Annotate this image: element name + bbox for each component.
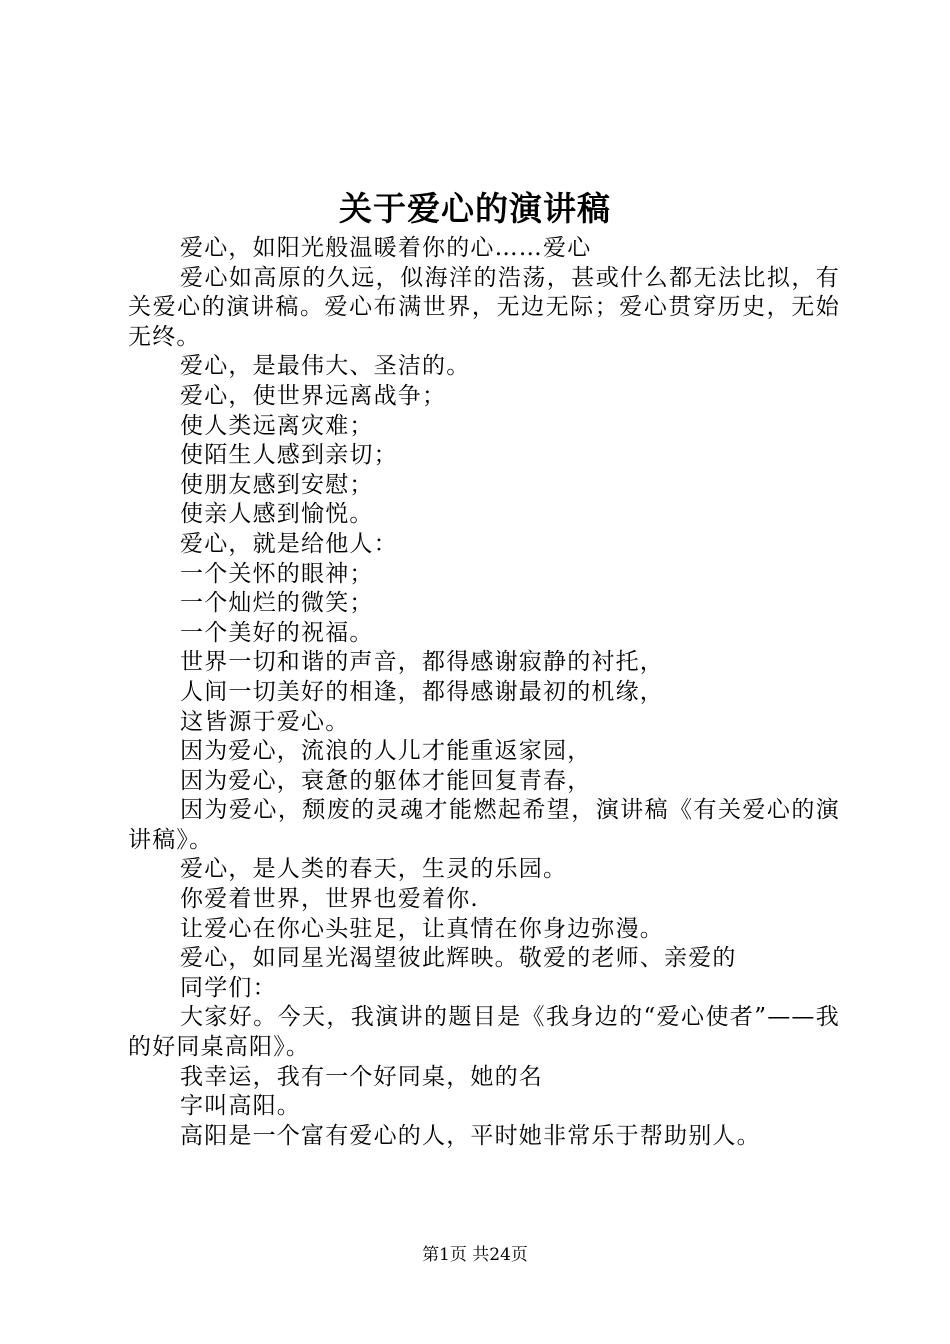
paragraph: 大家好。今天，我演讲的题目是《我身边的“爱心使者”——我的好同桌高阳》。 (128, 1004, 840, 1061)
paragraph: 一个关怀的眼神； (180, 560, 374, 587)
paragraph: 使亲人感到愉悦。 (180, 501, 374, 528)
paragraph: 你爱着世界，世界也爱着你. (180, 886, 479, 913)
paragraph: 我幸运，我有一个好同桌，她的名 (180, 1063, 543, 1090)
paragraph: 爱心，如同星光渴望彼此辉映。敬爱的老师、亲爱的 (180, 945, 737, 972)
document-title: 关于爱心的演讲稿 (339, 189, 611, 228)
paragraph: 爱心，就是给他人： (180, 530, 398, 557)
paragraph: 世界一切和谐的声音，都得感谢寂静的衬托， (180, 649, 664, 676)
document-body (128, 234, 840, 1151)
paragraph: 同学们： (180, 974, 277, 1001)
paragraph: 这皆源于爱心。 (180, 708, 350, 735)
paragraph: 让爱心在你心头驻足，让真情在你身边弥漫。 (180, 915, 664, 942)
paragraph: 字叫高阳。 (180, 1093, 301, 1120)
paragraph: 爱心，是最伟大、圣洁的。 (180, 353, 471, 380)
paragraph: 爱心，是人类的春天，生灵的乐园。 (180, 856, 568, 883)
paragraph: 爱心，如阳光般温暖着你的心……爱心 (180, 235, 592, 261)
paragraph: 因为爱心，颓废的灵魂才能燃起希望，演讲稿《有关爱心的演讲稿》。 (128, 797, 840, 853)
paragraph: 一个灿烂的微笑； (180, 590, 374, 617)
page-number-footer: 第1页 共24页 (422, 1245, 528, 1265)
paragraph: 爱心，使世界远离战争； (180, 382, 447, 409)
paragraph: 人间一切美好的相逢，都得感谢最初的机缘， (180, 678, 664, 705)
paragraph: 使人类远离灾难； (180, 412, 374, 439)
paragraph: 因为爱心，流浪的人儿才能重返家园， (180, 738, 592, 765)
paragraph: 使朋友感到安慰； (180, 471, 374, 498)
paragraph: 因为爱心，衰惫的躯体才能回复青春， (180, 767, 592, 794)
paragraph: 高阳是一个富有爱心的人，平时她非常乐于帮助别人。 (180, 1122, 761, 1149)
paragraph: 爱心如高原的久远，似海洋的浩荡，甚或什么都无法比拟，有关爱心的演讲稿。爱心布满世界，无边无际；爱心贯穿历史，无始无终。 (128, 264, 840, 350)
paragraph: 一个美好的祝福。 (180, 619, 374, 646)
paragraph: 使陌生人感到亲切； (180, 442, 398, 469)
